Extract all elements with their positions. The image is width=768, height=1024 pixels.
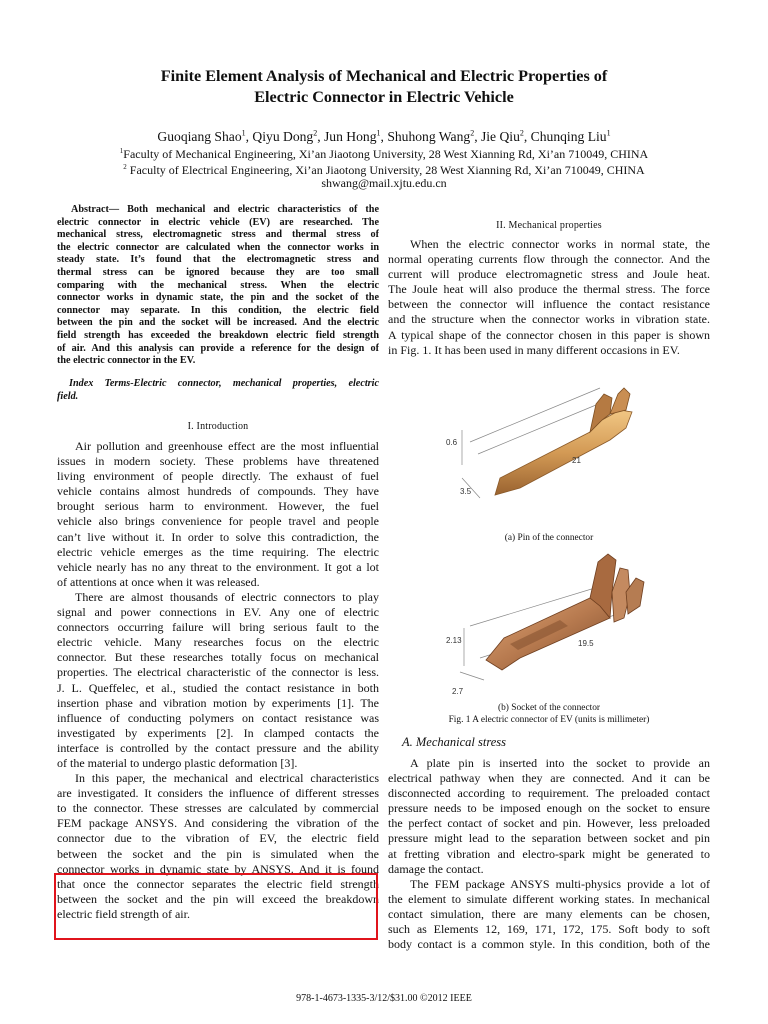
body-line: that once the connector separates the electric field strength	[57, 876, 379, 891]
body-line: disconnected according to requirement. The preloaded contact	[388, 786, 710, 801]
dimension-label: 3.5	[460, 487, 472, 496]
subsection-heading-mechanical-stress: A. Mechanical stress	[402, 735, 507, 749]
body-line: properties. The electrical characteristic of the connector is less.	[57, 665, 379, 680]
body-line: damage the contact.	[388, 861, 484, 876]
body-line: connector works in dynamic state by ANSYS. And it is found	[57, 861, 379, 876]
dimension-line	[460, 672, 484, 680]
body-line: electric vehicle emerges as the time requiring. The electric	[57, 544, 379, 559]
author-list	[40, 124, 728, 145]
abstract-line: the electric connector are calculated when the connector works in	[57, 241, 379, 253]
introduction-body	[57, 439, 379, 922]
affiliation-2: $^2$ Faculty of Electrical Engineering, Xi’an Jiaotong University, 28 West Xianning Rd, Xi’an 710049, CHINA	[123, 163, 645, 177]
body-line: insertion phase and vibration motion by experiments [1]. The	[57, 695, 379, 710]
body-line: influence of conducting polymers on contact resistance was	[57, 710, 379, 725]
mechanical-stress-body	[388, 756, 710, 952]
body-line: signal and power connections in EV. Any one of electric	[57, 605, 379, 620]
body-line: between the connector will influence the contact resistance	[388, 297, 710, 312]
page-footer: 978-1-4673-1335-3/12/$31.00 ©2012 IEEE	[296, 993, 472, 1004]
body-line: to the connector. These stresses are calculated by commercial	[57, 801, 379, 816]
body-line: J. L. Queffelec, et al., studied the contact resistance in both	[57, 680, 379, 695]
body-line: electric field strength of air.	[57, 906, 190, 921]
index-terms	[57, 378, 379, 403]
socket-figure	[440, 548, 670, 703]
abstract-line: Abstract— Both mechanical and electric characteristics of the	[71, 204, 379, 215]
section-heading-introduction: I. Introduction	[187, 421, 249, 432]
body-line: The FEM package ANSYS multi-physics provide a lot of	[410, 876, 710, 891]
body-line: FEM package ANSYS. And considering the vibration of the	[57, 816, 379, 831]
body-line: pressure needs to be imposed enough on the socket to ensure	[388, 801, 710, 816]
body-line: electrical pathway when they are connected. And it can be	[388, 771, 710, 786]
dimension-line	[470, 388, 600, 442]
body-line: A typical shape of the connector chosen in this paper is shown	[388, 327, 710, 342]
figure-caption: Fig. 1 A electric connector of EV (units is millimeter)	[448, 715, 650, 725]
abstract-line: mechanical stress, electromagnetic stress and thermal stress of	[57, 229, 379, 241]
abstract-line: the electric connector in the EV.	[57, 355, 196, 367]
author: Guoqiang Shao$^1$,	[157, 128, 253, 144]
body-line: between the socket and the pin will exceed the breakdown	[57, 891, 379, 906]
author-email: shwang@mail.xjtu.edu.cn	[321, 176, 447, 190]
body-line: The Joule heat will also produce the thermal stress. The force	[388, 282, 710, 297]
body-line: electric vehicle. Many researches focus on the electric	[57, 635, 379, 650]
body-line: current will produce electromagnetic stress and Joule heat.	[388, 267, 710, 282]
body-line: connector due to the vibration of EV, the electric field	[57, 831, 379, 846]
dimension-label: 21	[572, 456, 581, 465]
dimension-label: 2.13	[446, 636, 462, 645]
abstract-line: connector works in dynamic state, the pin and the socket of the	[57, 292, 379, 304]
abstract-line: connector may separate. In this condition, the electric field	[57, 304, 379, 316]
body-line: investigated by experiments [2]. In clamped contacts the	[57, 725, 379, 740]
affiliation-1: $^1$Faculty of Mechanical Engineering, Xi’an Jiaotong University, 28 West Xianning Rd, Xi’an 710049, CHINA	[119, 147, 649, 161]
body-line: vehicle also brings convenience for people travel and people	[57, 514, 379, 529]
body-line: are investigated. It considers the influence of different stresses	[57, 786, 379, 801]
body-line: In this paper, the mechanical and electrical characteristics	[75, 771, 379, 786]
body-line: body contact is a common style. In this condition, both of the	[388, 937, 710, 952]
body-line: can’t live without it. In order to solve this contradiction, the	[57, 529, 379, 544]
body-line: of attentions at once when it was released.	[57, 574, 260, 589]
body-line: connector. But these researches totally focus on mechanical	[57, 650, 379, 665]
body-line: of the material to undergo plastic deformation [3].	[57, 755, 298, 770]
section-heading-mechanical-properties: II. Mechanical properties	[496, 220, 602, 231]
body-line: brought serious harm to environment. However, the fuel	[57, 499, 379, 514]
socket-caption: (b) Socket of the connector	[497, 703, 601, 713]
dimension-label: 2.7	[452, 687, 464, 696]
author: Qiyu Dong$^2$,	[252, 128, 325, 144]
body-line: at fretting vibration and electro-spark might be generated to	[388, 846, 710, 861]
body-line: Air pollution and greenhouse effect are the most influential	[75, 439, 379, 453]
body-line: normal operating currents flow through the connector. And the	[388, 252, 710, 267]
abstract-line: comparing with the mechanical stress. When the electric	[57, 279, 379, 291]
body-line: vehicle nearly has no any threat to the environment. It got a lot	[57, 559, 379, 574]
body-line: When the electric connector works in normal state, the	[410, 237, 710, 251]
dimension-label: 19.5	[578, 639, 594, 648]
highlight-box	[54, 873, 378, 940]
author: Jun Hong$^1$,	[324, 128, 388, 144]
index-terms-line: Index Terms-Electric connector, mechanical properties, electric	[69, 378, 379, 389]
abstract-line: thermal stress can be ignored because they are too small	[57, 266, 379, 278]
title-line: Electric Connector in Electric Vehicle	[254, 88, 514, 106]
author: Shuhong Wang$^2$,	[387, 128, 481, 144]
body-line: vehicle contains almost hundreds of compounds. They have	[57, 484, 379, 499]
body-line: A plate pin is inserted into the socket to provide an	[410, 756, 710, 770]
body-line: and the structure when the connector works in vibration state.	[388, 312, 710, 327]
dimension-label: 0.6	[446, 438, 458, 447]
abstract-line: field strength has exceeded the breakdown electric field strength	[57, 329, 379, 341]
pin-figure	[440, 370, 655, 520]
abstract	[57, 204, 379, 368]
abstract-line: electric connector in electric vehicle (EV) are researched. The	[57, 216, 379, 228]
body-line: issues in modern society. These problems have threatened	[57, 454, 379, 469]
index-terms-line: field.	[57, 390, 79, 402]
pin-crimp-tab	[610, 388, 630, 414]
abstract-line: steady state. It’s found that the electromagnetic stress and	[57, 254, 379, 266]
body-line: connectors occurring failure will bring serious fault to the	[57, 620, 379, 635]
pin-caption: (a) Pin of the connector	[504, 533, 594, 543]
body-line: in Fig. 1. It has been used in many different occasions in EV.	[388, 342, 680, 357]
abstract-line: between the pin and the socket will be increased. And the electric	[57, 317, 379, 329]
body-line: the element to simulate different working states. In mechanical	[388, 891, 710, 906]
abstract-line: of air. And this analysis can provide a reference for the design of	[57, 342, 379, 354]
body-line: between the socket and the pin is simulated when the	[57, 846, 379, 861]
body-line: interface is controlled by the contact pressure and the ability	[57, 740, 379, 755]
body-line: the perfect contact of socket and pin. However, less preloaded	[388, 816, 710, 831]
paper-title	[60, 66, 708, 108]
mechanical-properties-body	[388, 237, 710, 358]
body-line: living environment of people directly. The exhaust of fuel	[57, 469, 379, 484]
body-line: such as Elements 12, 169, 171, 172, 175. Soft body to soft	[388, 922, 710, 937]
title-line: Finite Element Analysis of Mechanical and Electric Properties of	[160, 67, 608, 85]
author: Chunqing Liu$^1$	[530, 128, 611, 144]
body-line: pressure might lead to the separation between socket and pin	[388, 831, 710, 846]
body-line: There are almost thousands of electric connectors to play	[75, 589, 379, 604]
body-line: contact simulation, there are many elements can be chosen,	[388, 906, 710, 921]
author: Jie Qiu$^2$,	[480, 128, 531, 144]
